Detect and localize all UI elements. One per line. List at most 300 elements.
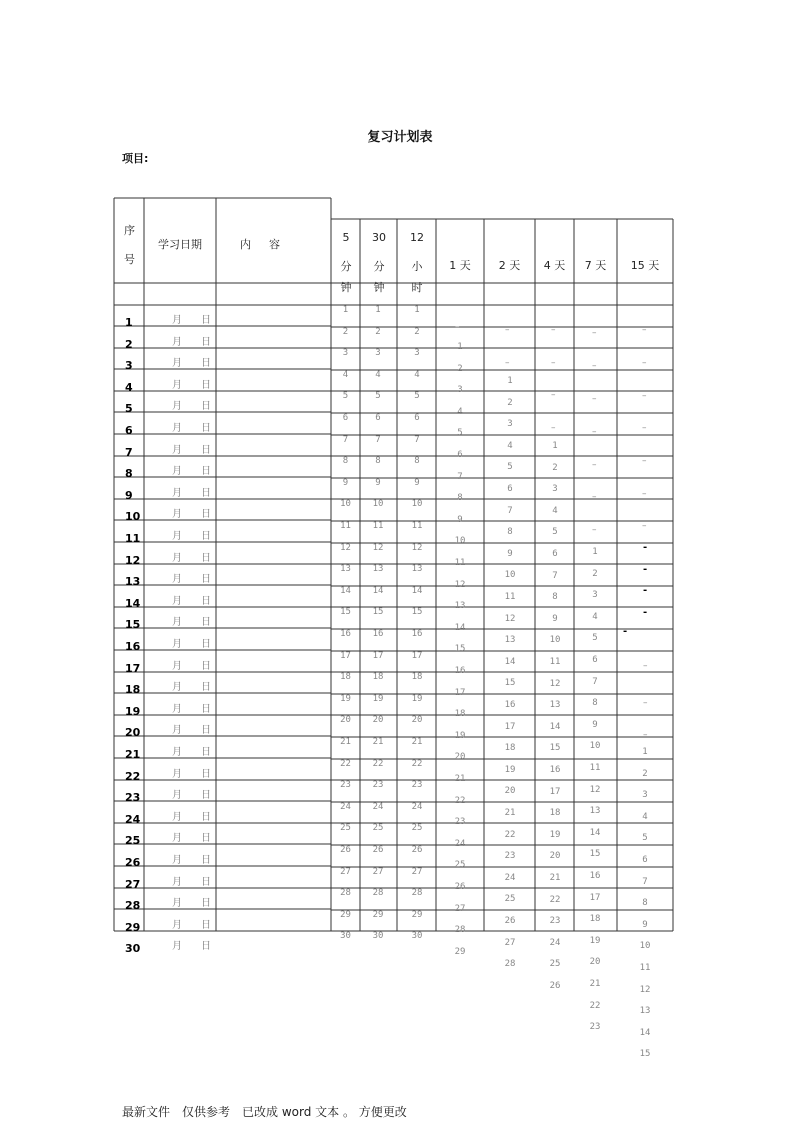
row-number: 24 — [125, 813, 141, 826]
review-7day-cell: 12 — [589, 785, 601, 795]
review-2day-cell: 10 — [504, 570, 516, 580]
review-7day-cell: 1 — [592, 547, 598, 557]
review-12hr-cell: 23 — [411, 780, 423, 790]
header-5min-3: 钟 — [340, 281, 352, 294]
date-day: 日 — [201, 769, 211, 780]
date-month: 月 — [172, 661, 182, 672]
review-7day-dash: – — [592, 525, 597, 535]
date-month: 月 — [172, 466, 182, 477]
row-number: 20 — [125, 726, 141, 739]
date-month: 月 — [172, 898, 182, 909]
review-7day-cell: 10 — [589, 741, 601, 751]
review-4day-cell: 3 — [552, 484, 558, 494]
review-2day-cell: 21 — [504, 808, 516, 818]
review-2day-cell: 4 — [507, 441, 513, 451]
review-7day-cell: 21 — [589, 979, 601, 989]
review-5min-cell: 5 — [342, 391, 349, 401]
header-2day: 2 天 — [498, 259, 521, 272]
row-number: 1 — [125, 316, 133, 329]
review-4day-cell: 2 — [552, 463, 558, 473]
review-4day-cell: 19 — [549, 830, 561, 840]
date-day: 日 — [201, 337, 211, 348]
review-15day-dash: – — [642, 325, 647, 335]
review-15day-cell: 10 — [639, 941, 651, 951]
review-7day-cell: 6 — [592, 655, 598, 665]
date-month: 月 — [172, 553, 182, 564]
date-day: 日 — [201, 596, 211, 607]
header-study-date: 学习日期 — [158, 238, 202, 251]
row-number: 29 — [125, 921, 141, 934]
date-month: 月 — [172, 337, 182, 348]
review-5min-cell: 22 — [340, 759, 351, 769]
date-day: 日 — [201, 488, 211, 499]
review-30min-cell: 24 — [372, 802, 384, 812]
review-15day-cell: 15 — [639, 1049, 651, 1059]
review-7day-cell: 8 — [592, 698, 598, 708]
review-12hr-cell: 13 — [411, 564, 423, 574]
review-1day-cell: 22 — [454, 796, 466, 806]
review-5min-cell: 14 — [340, 586, 351, 596]
review-5min-cell: 11 — [340, 521, 351, 531]
review-7day-cell: 18 — [589, 914, 601, 924]
date-month: 月 — [172, 877, 182, 888]
review-1day-cell: 23 — [454, 817, 466, 827]
review-4day-cell: 11 — [549, 657, 561, 667]
date-day: 日 — [201, 315, 211, 326]
review-15day-cell: 13 — [639, 1006, 651, 1016]
review-5min-cell: 18 — [340, 672, 351, 682]
review-30min-cell: 8 — [375, 456, 381, 466]
review-5min-cell: 27 — [340, 867, 351, 877]
row-number: 12 — [125, 554, 141, 567]
date-day: 日 — [201, 380, 211, 391]
review-4day-cell: 4 — [552, 506, 558, 516]
review-4day-cell: 22 — [549, 895, 561, 905]
review-30min-cell: 4 — [375, 370, 381, 380]
review-15day-cell: 14 — [639, 1028, 651, 1038]
review-2day-cell: 20 — [504, 786, 516, 796]
review-1day-cell: 12 — [454, 580, 466, 590]
row-number: 4 — [125, 381, 133, 394]
header-30min-3: 钟 — [373, 281, 385, 294]
date-day: 日 — [201, 531, 211, 542]
date-month: 月 — [172, 855, 182, 866]
review-5min-cell: 4 — [342, 370, 349, 380]
row-number: 6 — [125, 424, 133, 437]
review-4day-cell: 17 — [549, 787, 561, 797]
review-15day-mark: - — [643, 607, 648, 618]
review-1day-cell: 20 — [454, 752, 466, 762]
review-12hr-cell: 9 — [414, 478, 420, 488]
review-7day-cell: 7 — [592, 677, 598, 687]
review-4day-cell: 24 — [549, 938, 561, 948]
review-15day-mark: - — [623, 626, 628, 637]
review-30min-cell: 23 — [372, 780, 384, 790]
review-7day-cell: 2 — [592, 569, 598, 579]
review-4day-cell: 5 — [552, 527, 558, 537]
review-7day-dash: – — [592, 361, 597, 371]
review-1day-cell: 6 — [457, 450, 463, 460]
date-month: 月 — [172, 812, 182, 823]
review-4day-cell: 7 — [552, 571, 558, 581]
review-30min-cell: 9 — [375, 478, 381, 488]
row-number: 5 — [125, 402, 133, 415]
review-7day-cell: 22 — [589, 1001, 601, 1011]
review-4day-cell: 25 — [549, 959, 561, 969]
review-4day-cell: 15 — [549, 743, 561, 753]
review-2day-cell: 27 — [504, 938, 516, 948]
review-2day-cell: 14 — [504, 657, 516, 667]
review-5min-cell: 3 — [342, 348, 349, 358]
review-30min-cell: 1 — [375, 305, 381, 315]
date-month: 月 — [172, 358, 182, 369]
review-7day-cell: 5 — [592, 633, 598, 643]
review-2day-cell: 12 — [504, 614, 516, 624]
date-month: 月 — [172, 509, 182, 520]
review-7day-cell: 4 — [592, 612, 598, 622]
row-number: 26 — [125, 856, 141, 869]
date-day: 日 — [201, 509, 211, 520]
review-2day-dash: – — [505, 358, 510, 368]
review-1day-cell: 9 — [457, 515, 463, 525]
review-15day-dash: – — [642, 489, 647, 499]
date-day: 日 — [201, 617, 211, 628]
date-month: 月 — [172, 596, 182, 607]
review-12hr-cell: 12 — [411, 543, 423, 553]
review-30min-cell: 26 — [372, 845, 384, 855]
header-5min-2: 分 — [340, 260, 352, 273]
review-4day-cell: 16 — [549, 765, 561, 775]
review-5min-cell: 21 — [340, 737, 351, 747]
date-month: 月 — [172, 941, 182, 952]
review-1day-cell: 5 — [457, 428, 463, 438]
review-7day-dash: – — [592, 460, 597, 470]
row-number: 27 — [125, 878, 141, 891]
date-day: 日 — [201, 920, 211, 931]
review-4day-cell: 8 — [552, 592, 558, 602]
review-4day-cell: 9 — [552, 614, 558, 624]
row-number: 25 — [125, 834, 141, 847]
date-month: 月 — [172, 920, 182, 931]
review-1day-cell: 3 — [457, 385, 463, 395]
header-content-2: 容 — [269, 238, 280, 251]
row-number: 7 — [125, 446, 133, 459]
review-7day-dash: – — [592, 492, 597, 502]
page-title: 复习计划表 — [367, 130, 433, 145]
date-day: 日 — [201, 445, 211, 456]
review-30min-cell: 13 — [372, 564, 384, 574]
review-1day-cell: 24 — [454, 839, 466, 849]
date-month: 月 — [172, 531, 182, 542]
date-month: 月 — [172, 725, 182, 736]
header-seq-2: 号 — [124, 253, 135, 266]
header-30min-2: 分 — [373, 260, 385, 273]
review-12hr-cell: 20 — [411, 715, 423, 725]
review-7day-dash: – — [592, 328, 597, 338]
review-5min-cell: 15 — [340, 607, 351, 617]
date-day: 日 — [201, 401, 211, 412]
review-2day-cell: 23 — [504, 851, 516, 861]
review-7day-cell: 17 — [589, 893, 601, 903]
review-15day-dash: – — [643, 698, 648, 708]
review-30min-cell: 27 — [372, 867, 384, 877]
review-5min-cell: 19 — [340, 694, 351, 704]
review-30min-cell: 14 — [372, 586, 384, 596]
review-12hr-cell: 16 — [411, 629, 423, 639]
header-5min-1: 5 — [342, 231, 350, 244]
review-2day-cell: 7 — [507, 506, 513, 516]
row-number: 30 — [125, 942, 141, 955]
review-30min-cell: 16 — [372, 629, 384, 639]
review-1day-cell: 28 — [454, 925, 466, 935]
review-12hr-cell: 17 — [411, 651, 423, 661]
review-12hr-cell: 22 — [411, 759, 423, 769]
review-5min-cell: 9 — [342, 478, 349, 488]
review-12hr-cell: 6 — [414, 413, 420, 423]
review-12hr-cell: 1 — [414, 305, 420, 315]
review-30min-cell: 18 — [372, 672, 384, 682]
review-1day-cell: 26 — [454, 882, 466, 892]
row-number: 3 — [125, 359, 133, 372]
review-1day-cell: 17 — [454, 688, 466, 698]
review-4day-cell: 26 — [549, 981, 561, 991]
review-1day-cell: 27 — [454, 904, 466, 914]
review-4day-dash: – — [551, 423, 556, 433]
review-30min-cell: 15 — [372, 607, 384, 617]
review-2day-cell: 9 — [507, 549, 513, 559]
row-number: 18 — [125, 683, 141, 696]
review-2day-cell: 17 — [504, 722, 516, 732]
date-day: 日 — [201, 639, 211, 650]
header-12hr-2: 小 — [411, 260, 423, 273]
date-month: 月 — [172, 833, 182, 844]
row-number: 16 — [125, 640, 141, 653]
date-month: 月 — [172, 445, 182, 456]
review-1day-cell: 18 — [454, 709, 466, 719]
review-7day-dash: – — [592, 394, 597, 404]
date-day: 日 — [201, 553, 211, 564]
row-number: 14 — [125, 597, 141, 610]
review-12hr-cell: 10 — [411, 499, 423, 509]
review-1day-cell: 21 — [454, 774, 466, 784]
date-month: 月 — [172, 315, 182, 326]
review-15day-dash: – — [642, 358, 647, 368]
review-2day-dash: – — [505, 325, 510, 335]
review-30min-cell: 17 — [372, 651, 384, 661]
review-15day-dash: – — [642, 391, 647, 401]
date-day: 日 — [201, 358, 211, 369]
review-4day-cell: 20 — [549, 851, 561, 861]
review-30min-cell: 22 — [372, 759, 384, 769]
date-day: 日 — [201, 855, 211, 866]
review-15day-mark: - — [643, 564, 648, 575]
header-12hr-3: 时 — [411, 281, 423, 294]
review-7day-cell: 19 — [589, 936, 601, 946]
review-12hr-cell: 15 — [411, 607, 423, 617]
review-12hr-cell: 30 — [411, 931, 423, 941]
review-2day-cell: 18 — [504, 743, 516, 753]
row-number: 9 — [125, 489, 133, 502]
review-12hr-cell: 19 — [411, 694, 423, 704]
review-1day-cell: 4 — [457, 407, 463, 417]
review-15day-dash: – — [642, 423, 647, 433]
review-5min-cell: 6 — [342, 413, 349, 423]
review-12hr-cell: 27 — [411, 867, 423, 877]
review-12hr-cell: 4 — [414, 370, 420, 380]
review-5min-cell: 12 — [340, 543, 351, 553]
review-12hr-cell: 24 — [411, 802, 423, 812]
date-day: 日 — [201, 725, 211, 736]
header-1day: 1 天 — [449, 259, 471, 272]
review-15day-cell: 6 — [642, 855, 648, 865]
review-5min-cell: 13 — [340, 564, 351, 574]
review-2day-cell: 13 — [504, 635, 516, 645]
review-5min-cell: 23 — [340, 780, 351, 790]
review-5min-cell: 24 — [340, 802, 351, 812]
review-1day-cell: 7 — [457, 472, 463, 482]
row-number: 8 — [125, 467, 133, 480]
review-30min-cell: 5 — [375, 391, 381, 401]
review-4day-cell: 14 — [549, 722, 561, 732]
review-1day-cell: 29 — [454, 947, 466, 957]
header-seq-1: 序 — [124, 224, 135, 237]
review-5min-cell: 29 — [340, 910, 351, 920]
review-12hr-cell: 8 — [414, 456, 420, 466]
date-month: 月 — [172, 380, 182, 391]
review-12hr-cell: 11 — [411, 521, 423, 531]
review-2day-cell: 8 — [507, 527, 513, 537]
review-1day-cell: 13 — [454, 601, 466, 611]
review-2day-cell: 11 — [504, 592, 516, 602]
date-month: 月 — [172, 639, 182, 650]
review-15day-dash: – — [642, 521, 647, 531]
date-day: 日 — [201, 574, 211, 585]
date-day: 日 — [201, 790, 211, 801]
date-day: 日 — [201, 661, 211, 672]
review-12hr-cell: 5 — [414, 391, 420, 401]
date-day: 日 — [201, 423, 211, 434]
row-number: 28 — [125, 899, 141, 912]
header-4day: 4 天 — [543, 259, 566, 272]
review-30min-cell: 20 — [372, 715, 384, 725]
date-day: 日 — [201, 682, 211, 693]
row-number: 15 — [125, 618, 141, 631]
review-2day-cell: 22 — [504, 830, 516, 840]
header-content-1: 内 — [240, 238, 251, 251]
footer-note: 最新文件 仅供参考 已改成 word 文本 。 方便更改 — [122, 1105, 407, 1119]
review-12hr-cell: 2 — [414, 327, 420, 337]
review-7day-cell: 15 — [589, 849, 601, 859]
review-30min-cell: 28 — [372, 888, 384, 898]
review-4day-cell: 23 — [549, 916, 561, 926]
header-15day: 15 天 — [630, 259, 660, 272]
header-12hr-1: 12 — [410, 231, 424, 244]
review-1day-cell: 25 — [454, 860, 466, 870]
review-15day-cell: 3 — [642, 790, 648, 800]
review-12hr-cell: 18 — [411, 672, 423, 682]
row-number: 22 — [125, 770, 141, 783]
review-5min-cell: 28 — [340, 888, 351, 898]
row-number: 10 — [125, 510, 141, 523]
review-7day-cell: 9 — [592, 720, 598, 730]
review-30min-cell: 11 — [372, 521, 384, 531]
date-month: 月 — [172, 617, 182, 628]
review-15day-dash: – — [642, 456, 647, 466]
date-month: 月 — [172, 488, 182, 499]
review-15day-mark: - — [643, 542, 648, 553]
date-month: 月 — [172, 682, 182, 693]
row-number: 17 — [125, 662, 141, 675]
review-4day-cell: 18 — [549, 808, 561, 818]
review-4day-cell: 21 — [549, 873, 561, 883]
review-2day-cell: 26 — [504, 916, 516, 926]
review-4day-dash: – — [551, 325, 556, 335]
review-2day-cell: 1 — [507, 376, 513, 386]
review-7day-cell: 20 — [589, 957, 601, 967]
review-4day-cell: 6 — [552, 549, 558, 559]
review-30min-cell: 6 — [375, 413, 381, 423]
date-day: 日 — [201, 941, 211, 952]
date-day: 日 — [201, 466, 211, 477]
date-month: 月 — [172, 769, 182, 780]
review-15day-cell: 12 — [639, 985, 651, 995]
date-day: 日 — [201, 877, 211, 888]
review-1day-cell: 15 — [454, 644, 466, 654]
review-4day-cell: 10 — [549, 635, 561, 645]
review-30min-cell: 3 — [375, 348, 381, 358]
row-number: 2 — [125, 338, 133, 351]
review-1day-dash: – — [455, 322, 460, 332]
review-1day-cell: 8 — [457, 493, 463, 503]
review-12hr-cell: 25 — [411, 823, 423, 833]
review-15day-cell: 4 — [642, 812, 648, 822]
review-2day-cell: 19 — [504, 765, 516, 775]
review-5min-cell: 20 — [340, 715, 351, 725]
review-30min-cell: 25 — [372, 823, 384, 833]
review-5min-cell: 8 — [342, 456, 349, 466]
review-2day-cell: 24 — [504, 873, 516, 883]
review-2day-cell: 2 — [507, 398, 513, 408]
review-1day-cell: 19 — [454, 731, 466, 741]
date-month: 月 — [172, 704, 182, 715]
date-month: 月 — [172, 747, 182, 758]
row-number: 19 — [125, 705, 141, 718]
review-2day-cell: 3 — [507, 419, 513, 429]
review-2day-cell: 28 — [504, 959, 516, 969]
row-number: 11 — [125, 532, 141, 545]
review-30min-cell: 7 — [375, 435, 381, 445]
project-label: 项目: — [122, 152, 149, 165]
review-15day-cell: 11 — [639, 963, 651, 973]
review-4day-cell: 1 — [552, 441, 558, 451]
review-30min-cell: 21 — [372, 737, 384, 747]
date-month: 月 — [172, 790, 182, 801]
review-30min-cell: 10 — [372, 499, 384, 509]
review-2day-cell: 5 — [507, 462, 513, 472]
date-month: 月 — [172, 423, 182, 434]
review-2day-cell: 25 — [504, 894, 516, 904]
review-30min-cell: 2 — [375, 327, 381, 337]
header-30min-1: 30 — [372, 231, 386, 244]
review-15day-cell: 9 — [642, 920, 648, 930]
review-4day-dash: – — [551, 358, 556, 368]
review-15day-cell: 5 — [642, 833, 648, 843]
review-12hr-cell: 29 — [411, 910, 423, 920]
review-2day-cell: 6 — [507, 484, 513, 494]
review-30min-cell: 30 — [372, 931, 384, 941]
review-5min-cell: 1 — [342, 305, 349, 315]
date-day: 日 — [201, 833, 211, 844]
